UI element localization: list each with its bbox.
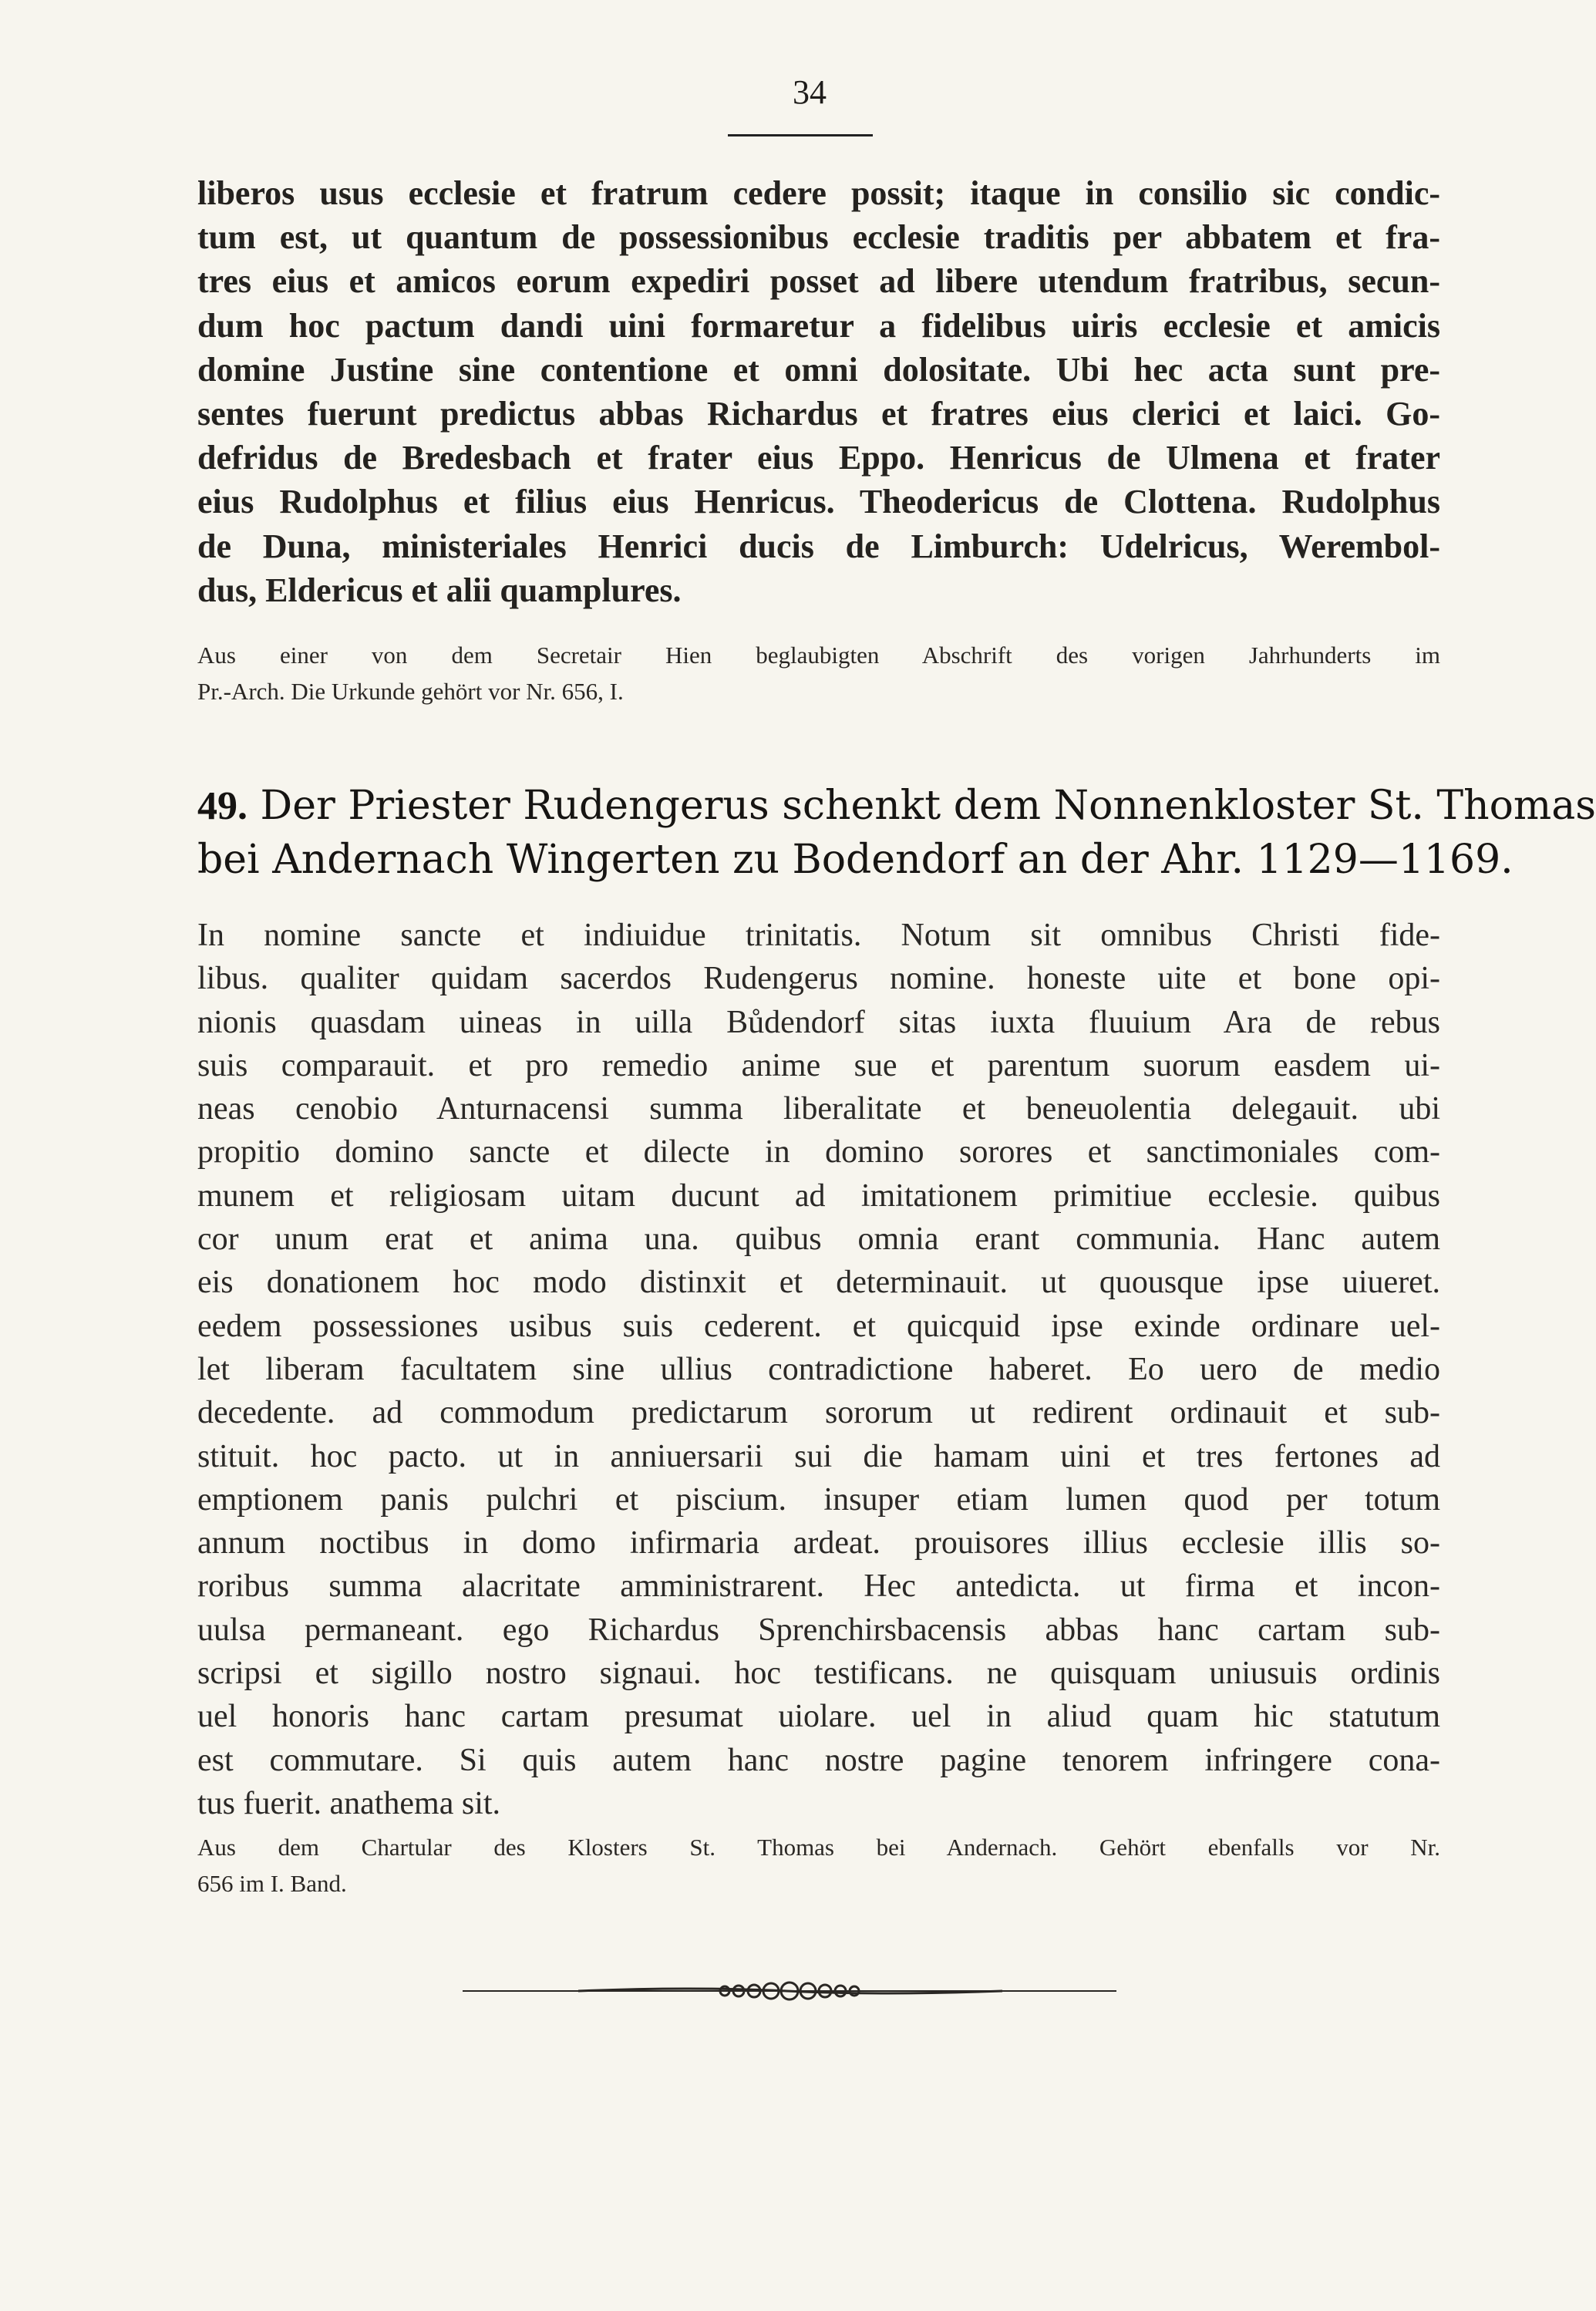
text-line: roribus summa alacritate amministrarent. Hec antedicta. ut firma et incon- <box>197 1568 1440 1605</box>
text-line: liberos usus ecclesie et fratrum cedere possit; itaque in consilio sic condic- <box>197 174 1440 212</box>
text-line: let liberam facultatem sine ullius contradictione haberet. Eo uero de medio <box>197 1351 1440 1387</box>
heading-text: Der Priester Rudengerus schenkt dem Nonnenkloster St. Thomas <box>260 783 1596 829</box>
text-line: cor unum erat et anima una. quibus omnia erant communia. Hanc autem <box>197 1221 1440 1258</box>
text-line: libus. qualiter quidam sacerdos Rudengerus nomine. honeste uite et bone opi- <box>197 961 1440 997</box>
page-number: 34 <box>793 73 827 111</box>
text-line: In nomine sancte et indiuidue trinitatis. Notum sit omnibus Christi fide- <box>197 918 1440 953</box>
text-line: emptionem panis pulchri et piscium. insuper etiam lumen quod per totum <box>197 1481 1440 1518</box>
ornamental-rule <box>463 1976 1116 2006</box>
document-number: 49. <box>197 784 247 828</box>
document-2-heading <box>197 779 1596 887</box>
text-line: annum noctibus in domo infirmaria ardeat. prouisores illius ecclesie illis so- <box>197 1525 1440 1561</box>
text-line: munem et religiosam uitam ducunt ad imitationem primitiue ecclesie. quibus <box>197 1177 1440 1214</box>
text-line: est commutare. Si quis autem hanc nostre pagine tenorem infringere cona- <box>197 1742 1440 1778</box>
text-line: de Duna, ministeriales Henrici ducis de Limburch: Udelricus, Werembol- <box>197 527 1440 565</box>
text-line: uulsa permaneant. ego Richardus Sprenchirsbacensis abbas hanc cartam sub- <box>197 1612 1440 1648</box>
source-line: Aus einer von dem Secretair Hien beglaubigten Abschrift des vorigen Jahrhunderts im <box>197 642 1440 669</box>
text-line: propitio domino sancte et dilecte in domino sorores et sanctimoniales com- <box>197 1134 1440 1171</box>
text-line: tres eius et amicos eorum expediri posset ad libere utendum fratribus, secun- <box>197 262 1440 301</box>
text-line: tus fuerit. anathema sit. <box>197 1785 501 1821</box>
source-line: Aus dem Chartular des Klosters St. Thomas bei Andernach. Gehört ebenfalls vor Nr. <box>197 1834 1440 1861</box>
heading-line: bei Andernach Wingerten zu Bodendorf an der Ahr. 1129—1169. <box>197 837 1514 883</box>
text-line: decedente. ad commodum predictarum sororum ut redirent ordinauit et sub- <box>197 1395 1440 1431</box>
heading-line <box>197 779 1596 833</box>
source-line: 656 im I. Band. <box>197 1870 347 1897</box>
document-1-source-note <box>197 637 1440 709</box>
text-line: suis comparauit. et pro remedio anime sue et parentum suorum easdem ui- <box>197 1047 1440 1083</box>
text-line: defridus de Bredesbach et frater eius Eppo. Henricus de Ulmena et frater <box>197 439 1440 477</box>
text-line: tum est, ut quantum de possessionibus ecclesie traditis per abbatem et fra- <box>197 218 1440 257</box>
text-line: dum hoc pactum dandi uini formaretur a fidelibus uiris ecclesie et amicis <box>197 306 1440 345</box>
text-line: stituit. hoc pacto. ut in anniuersarii sui die hamam uini et tres fertones ad <box>197 1438 1440 1474</box>
text-line: eis donationem hoc modo distinxit et determinauit. ut quousque ipse uiueret. <box>197 1265 1440 1301</box>
text-line: neas cenobio Anturnacensi summa liberalitate et beneuolentia delegauit. ubi <box>197 1091 1440 1127</box>
text-line: scripsi et sigillo nostro signaui. hoc testificans. ne quisquam uniusuis ordinis <box>197 1656 1440 1692</box>
text-line: sentes fuerunt predictus abbas Richardus et fratres eius clerici et laici. Go- <box>197 394 1440 433</box>
document-2-text <box>197 914 1440 1825</box>
text-line: nionis quasdam uineas in uilla Bůdendorf sitas iuxta fluuium Ara de rebus <box>197 1004 1440 1040</box>
page-number-rule <box>728 134 873 136</box>
text-line: uel honoris hanc cartam presumat uiolare. uel in aliud quam hic statutum <box>197 1699 1440 1735</box>
document-2-source-note <box>197 1829 1440 1902</box>
text-line: domine Justine sine contentione et omni dolositate. Ubi hec acta sunt pre- <box>197 350 1440 389</box>
text-line: eius Rudolphus et filius eius Henricus. Theodericus de Clottena. Rudolphus <box>197 483 1440 521</box>
text-line: eedem possessiones usibus suis cederent. et quicquid ipse exinde ordinare uel- <box>197 1308 1440 1344</box>
document-1-text <box>197 171 1440 612</box>
text-line: dus, Eldericus et alii quamplures. <box>197 571 682 609</box>
source-line: Pr.-Arch. Die Urkunde gehört vor Nr. 656, I. <box>197 678 624 705</box>
